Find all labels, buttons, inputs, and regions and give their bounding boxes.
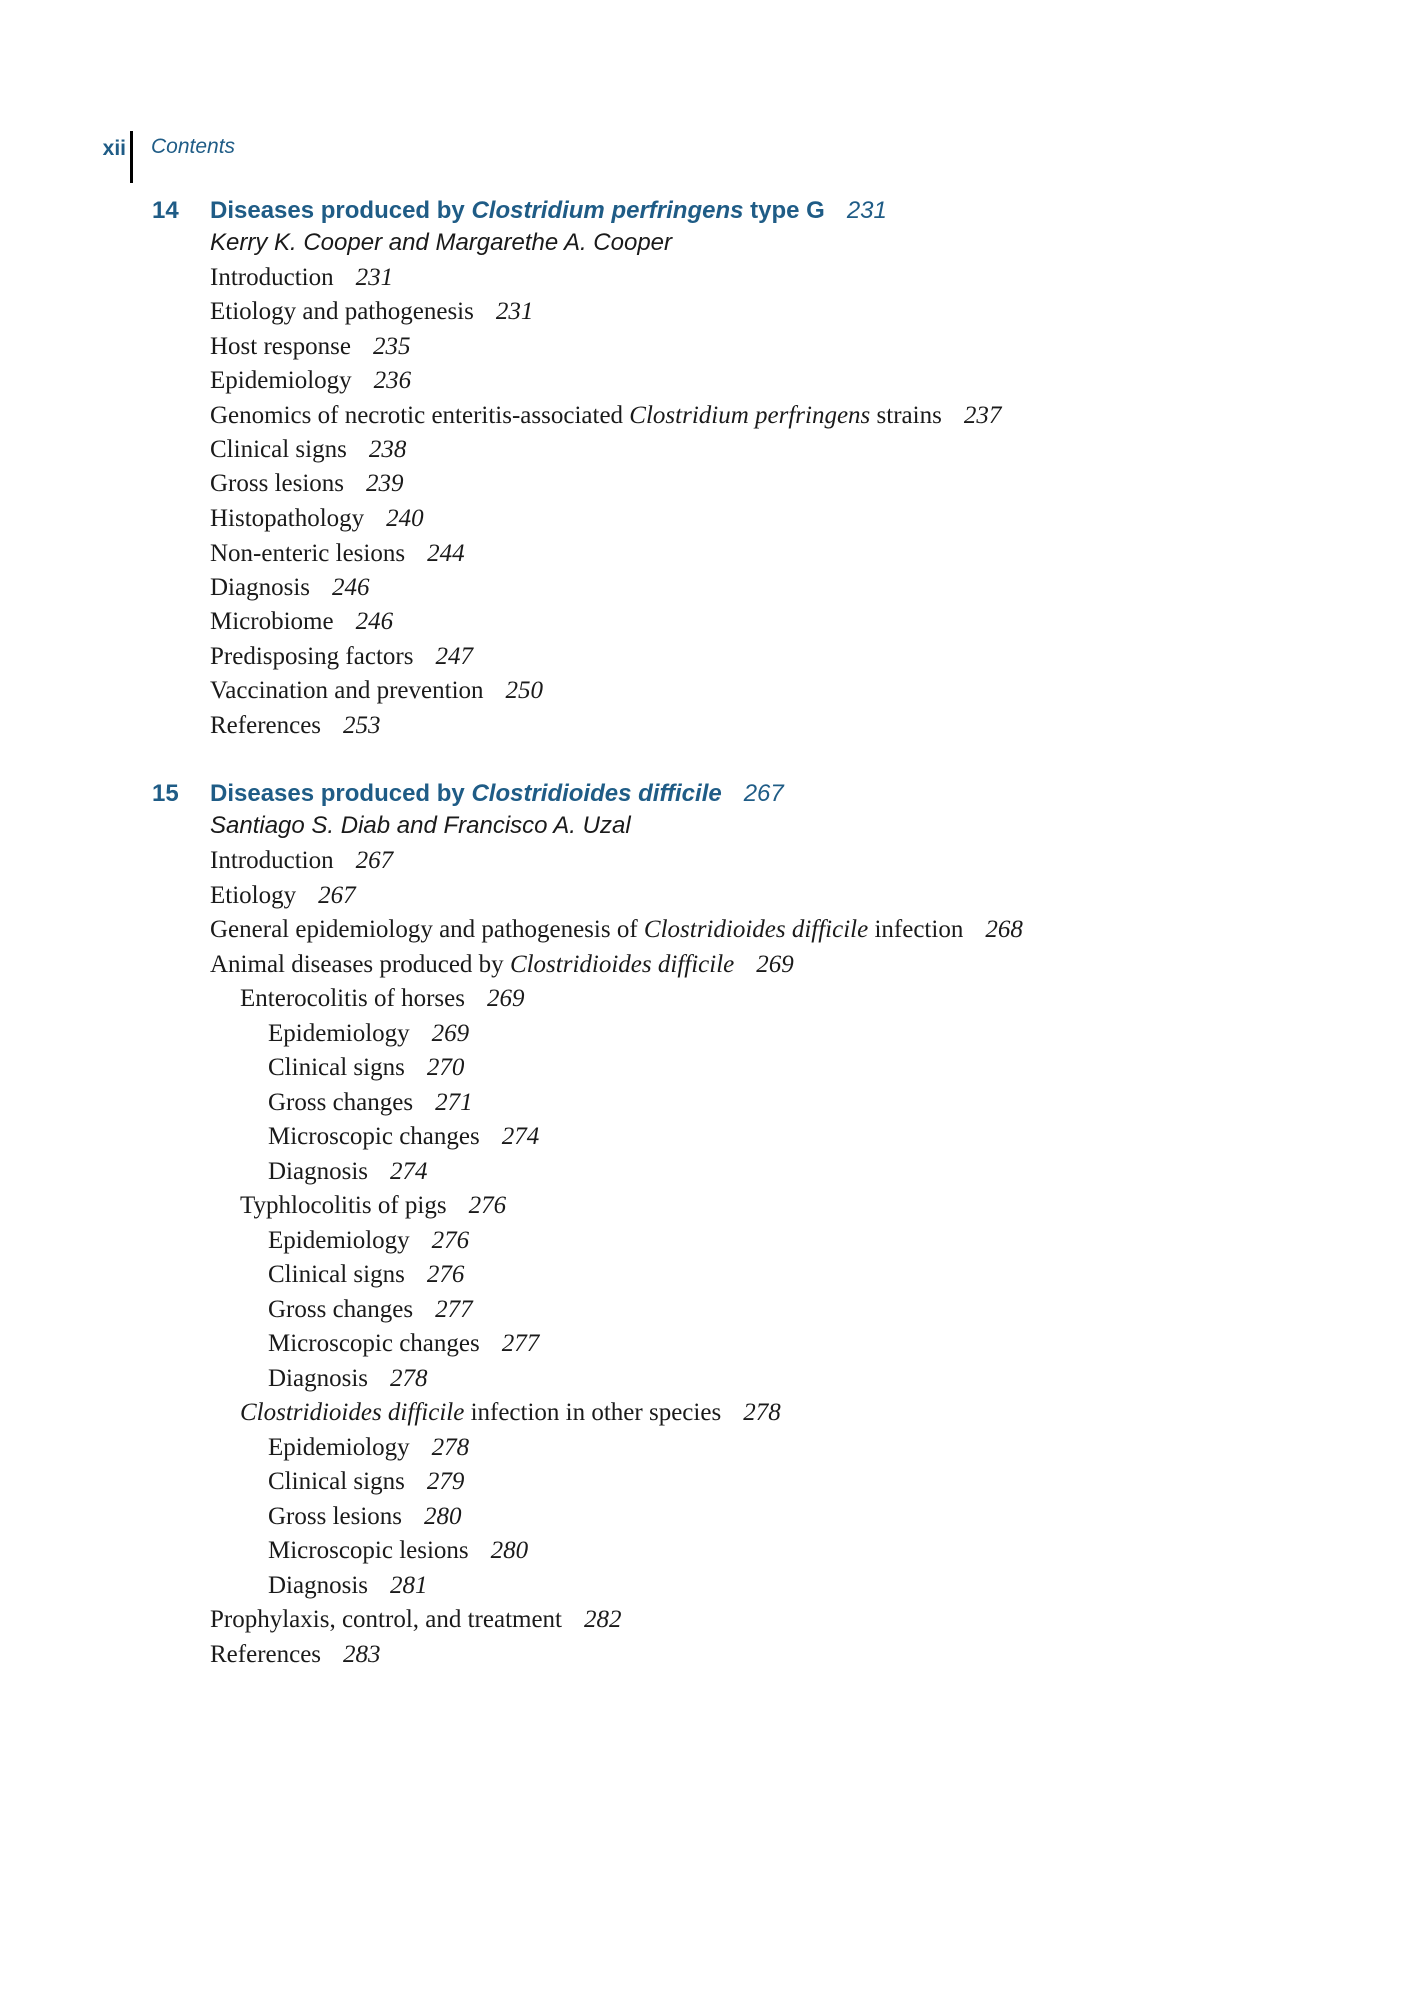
toc-entry[interactable] — [210, 469, 404, 499]
entry-page: 244 — [427, 540, 465, 567]
entry-title: Epidemiology — [268, 1020, 410, 1047]
toc-entry[interactable] — [240, 1191, 506, 1221]
entry-page: 280 — [424, 1503, 462, 1530]
chapter-page: 267 — [743, 780, 784, 807]
entry-title: Host response — [210, 333, 351, 360]
entry-page: 269 — [756, 951, 794, 978]
entry-title: Etiology — [210, 882, 297, 909]
toc-entry[interactable] — [210, 1640, 381, 1670]
entry-page: 274 — [390, 1158, 428, 1185]
toc-entry[interactable] — [240, 984, 524, 1014]
entry-page: 231 — [495, 298, 534, 325]
entry-title-italic: Clostridioides difficile — [509, 951, 735, 978]
toc-entry[interactable] — [268, 1088, 473, 1118]
entry-title: Gross changes — [268, 1089, 414, 1116]
entry-title: Enterocolitis of horses — [240, 985, 465, 1012]
chapter-title-text: Diseases produced by — [210, 197, 472, 224]
entry-page: 280 — [490, 1537, 529, 1564]
entry-title: Epidemiology — [210, 367, 352, 394]
entry-page: 270 — [426, 1054, 465, 1081]
entry-title: Epidemiology — [268, 1227, 410, 1254]
toc-entry[interactable] — [268, 1433, 469, 1463]
entry-title: Clinical signs — [210, 436, 347, 463]
entry-title: Diagnosis — [268, 1158, 368, 1185]
entry-title: Vaccination and prevention — [210, 677, 484, 704]
entry-page: 247 — [435, 643, 473, 670]
entry-title: Microscopic lesions — [268, 1537, 469, 1564]
toc-entry[interactable] — [210, 573, 370, 603]
toc-entry[interactable] — [268, 1329, 539, 1359]
toc-entry[interactable] — [210, 435, 406, 465]
toc-entry[interactable] — [268, 1019, 469, 1049]
toc-entry[interactable] — [210, 846, 393, 876]
toc-entry[interactable] — [268, 1364, 428, 1394]
chapter-number: 14 — [152, 197, 179, 224]
toc-entry[interactable] — [210, 1605, 622, 1635]
toc-entry[interactable] — [268, 1122, 539, 1152]
toc-entry[interactable] — [210, 263, 393, 293]
entry-title: Diagnosis — [268, 1572, 368, 1599]
entry-title: Introduction — [210, 847, 334, 874]
entry-title-italic: Clostridioides difficile — [643, 916, 869, 943]
entry-title-end: infection — [868, 916, 964, 943]
entry-title: Predisposing factors — [210, 643, 414, 670]
page-folio: xii — [102, 137, 126, 160]
toc-entry[interactable] — [210, 504, 424, 534]
chapter-title-italic: Clostridium perfringens — [471, 197, 744, 224]
running-title: Contents — [151, 135, 236, 158]
entry-page: 253 — [343, 712, 381, 739]
entry-title: Gross lesions — [210, 470, 345, 497]
entry-title: Non-enteric lesions — [210, 540, 406, 567]
entry-title: Microscopic changes — [268, 1123, 480, 1150]
entry-title: Clinical signs — [268, 1468, 405, 1495]
entry-page: 276 — [431, 1227, 470, 1254]
entry-page: 274 — [501, 1123, 540, 1150]
entry-page: 279 — [426, 1468, 465, 1495]
entry-title: Microbiome — [210, 608, 334, 635]
entry-title: Genomics of necrotic enteritis-associated — [210, 402, 630, 429]
entry-page: 267 — [318, 882, 356, 909]
entry-title-end: infection in other species — [464, 1399, 722, 1426]
entry-page: 277 — [435, 1296, 473, 1323]
entry-page: 236 — [373, 367, 412, 394]
toc-entry[interactable] — [268, 1467, 464, 1497]
entry-title: Microscopic changes — [268, 1330, 480, 1357]
entry-page: 268 — [985, 916, 1023, 943]
entry-title: Animal diseases produced by — [210, 951, 510, 978]
entry-page: 271 — [435, 1089, 473, 1116]
entry-page: 277 — [501, 1330, 540, 1357]
entry-page: 231 — [355, 264, 394, 291]
entry-title: Etiology and pathogenesis — [210, 298, 474, 325]
entry-title: Prophylaxis, control, and treatment — [210, 1606, 563, 1633]
chapter-title[interactable] — [210, 779, 784, 809]
entry-page: 278 — [743, 1399, 781, 1426]
entry-page: 276 — [426, 1261, 465, 1288]
entry-title-end: strains — [870, 402, 942, 429]
entry-page: 239 — [366, 470, 404, 497]
entry-page: 240 — [386, 505, 424, 532]
entry-title: Introduction — [210, 264, 334, 291]
entry-title: Diagnosis — [268, 1365, 368, 1392]
toc-entry[interactable] — [210, 676, 543, 706]
entry-title: Gross changes — [268, 1296, 414, 1323]
entry-title: Epidemiology — [268, 1434, 410, 1461]
toc-entry[interactable] — [210, 401, 1001, 431]
toc-entry[interactable] — [240, 1398, 781, 1428]
entry-page: 281 — [390, 1572, 428, 1599]
toc-entry[interactable] — [268, 1226, 469, 1256]
header-rule — [130, 131, 133, 183]
toc-entry[interactable] — [268, 1295, 473, 1325]
entry-page: 278 — [390, 1365, 428, 1392]
entry-page: 246 — [355, 608, 394, 635]
toc-entry[interactable] — [210, 950, 794, 980]
entry-page: 250 — [505, 677, 544, 704]
entry-page: 269 — [431, 1020, 470, 1047]
chapter-authors: Santiago S. Diab and Francisco A. Uzal — [210, 812, 631, 839]
entry-title: Gross lesions — [268, 1503, 403, 1530]
toc-entry[interactable] — [268, 1260, 464, 1290]
toc-entry[interactable] — [210, 607, 393, 637]
toc-entry[interactable] — [268, 1502, 462, 1532]
entry-page: 237 — [963, 402, 1002, 429]
toc-entry[interactable] — [210, 366, 411, 396]
chapter-page: 231 — [846, 197, 887, 224]
chapter-title[interactable] — [210, 196, 887, 226]
entry-page: 282 — [584, 1606, 622, 1633]
entry-page: 235 — [372, 333, 411, 360]
entry-title: Clinical signs — [268, 1261, 405, 1288]
toc-entry[interactable] — [210, 539, 465, 569]
entry-title: References — [210, 712, 322, 739]
toc-entry[interactable] — [268, 1536, 528, 1566]
entry-title: Clinical signs — [268, 1054, 405, 1081]
entry-title: Diagnosis — [210, 574, 310, 601]
chapter-title-text: Diseases produced by — [210, 780, 472, 807]
entry-title: Histopathology — [210, 505, 365, 532]
entry-title-italic: Clostridium perfringens — [629, 402, 871, 429]
entry-title-italic: Clostridioides difficile — [240, 1399, 465, 1426]
toc-entry[interactable] — [210, 297, 533, 327]
chapter-authors: Kerry K. Cooper and Margarethe A. Cooper — [210, 229, 673, 256]
toc-entry[interactable] — [210, 915, 1023, 945]
chapter-title-text-end: type G — [743, 197, 825, 224]
chapter-number: 15 — [152, 780, 179, 807]
toc-entry[interactable] — [210, 642, 473, 672]
entry-title: General epidemiology and pathogenesis of — [210, 916, 644, 943]
entry-page: 283 — [343, 1641, 381, 1668]
toc-entry[interactable] — [268, 1571, 428, 1601]
toc-entry[interactable] — [210, 332, 410, 362]
entry-page: 278 — [431, 1434, 470, 1461]
entry-page: 269 — [486, 985, 525, 1012]
entry-title: References — [210, 1641, 322, 1668]
entry-page: 267 — [355, 847, 394, 874]
toc-entry[interactable] — [268, 1053, 464, 1083]
entry-page: 276 — [468, 1192, 507, 1219]
chapter-title-italic: Clostridioides difficile — [471, 780, 722, 807]
toc-entry[interactable] — [268, 1157, 428, 1187]
entry-page: 246 — [332, 574, 370, 601]
toc-entry[interactable] — [210, 881, 356, 911]
entry-title: Typhlocolitis of pigs — [240, 1192, 447, 1219]
entry-page: 238 — [368, 436, 407, 463]
toc-entry[interactable] — [210, 711, 381, 741]
